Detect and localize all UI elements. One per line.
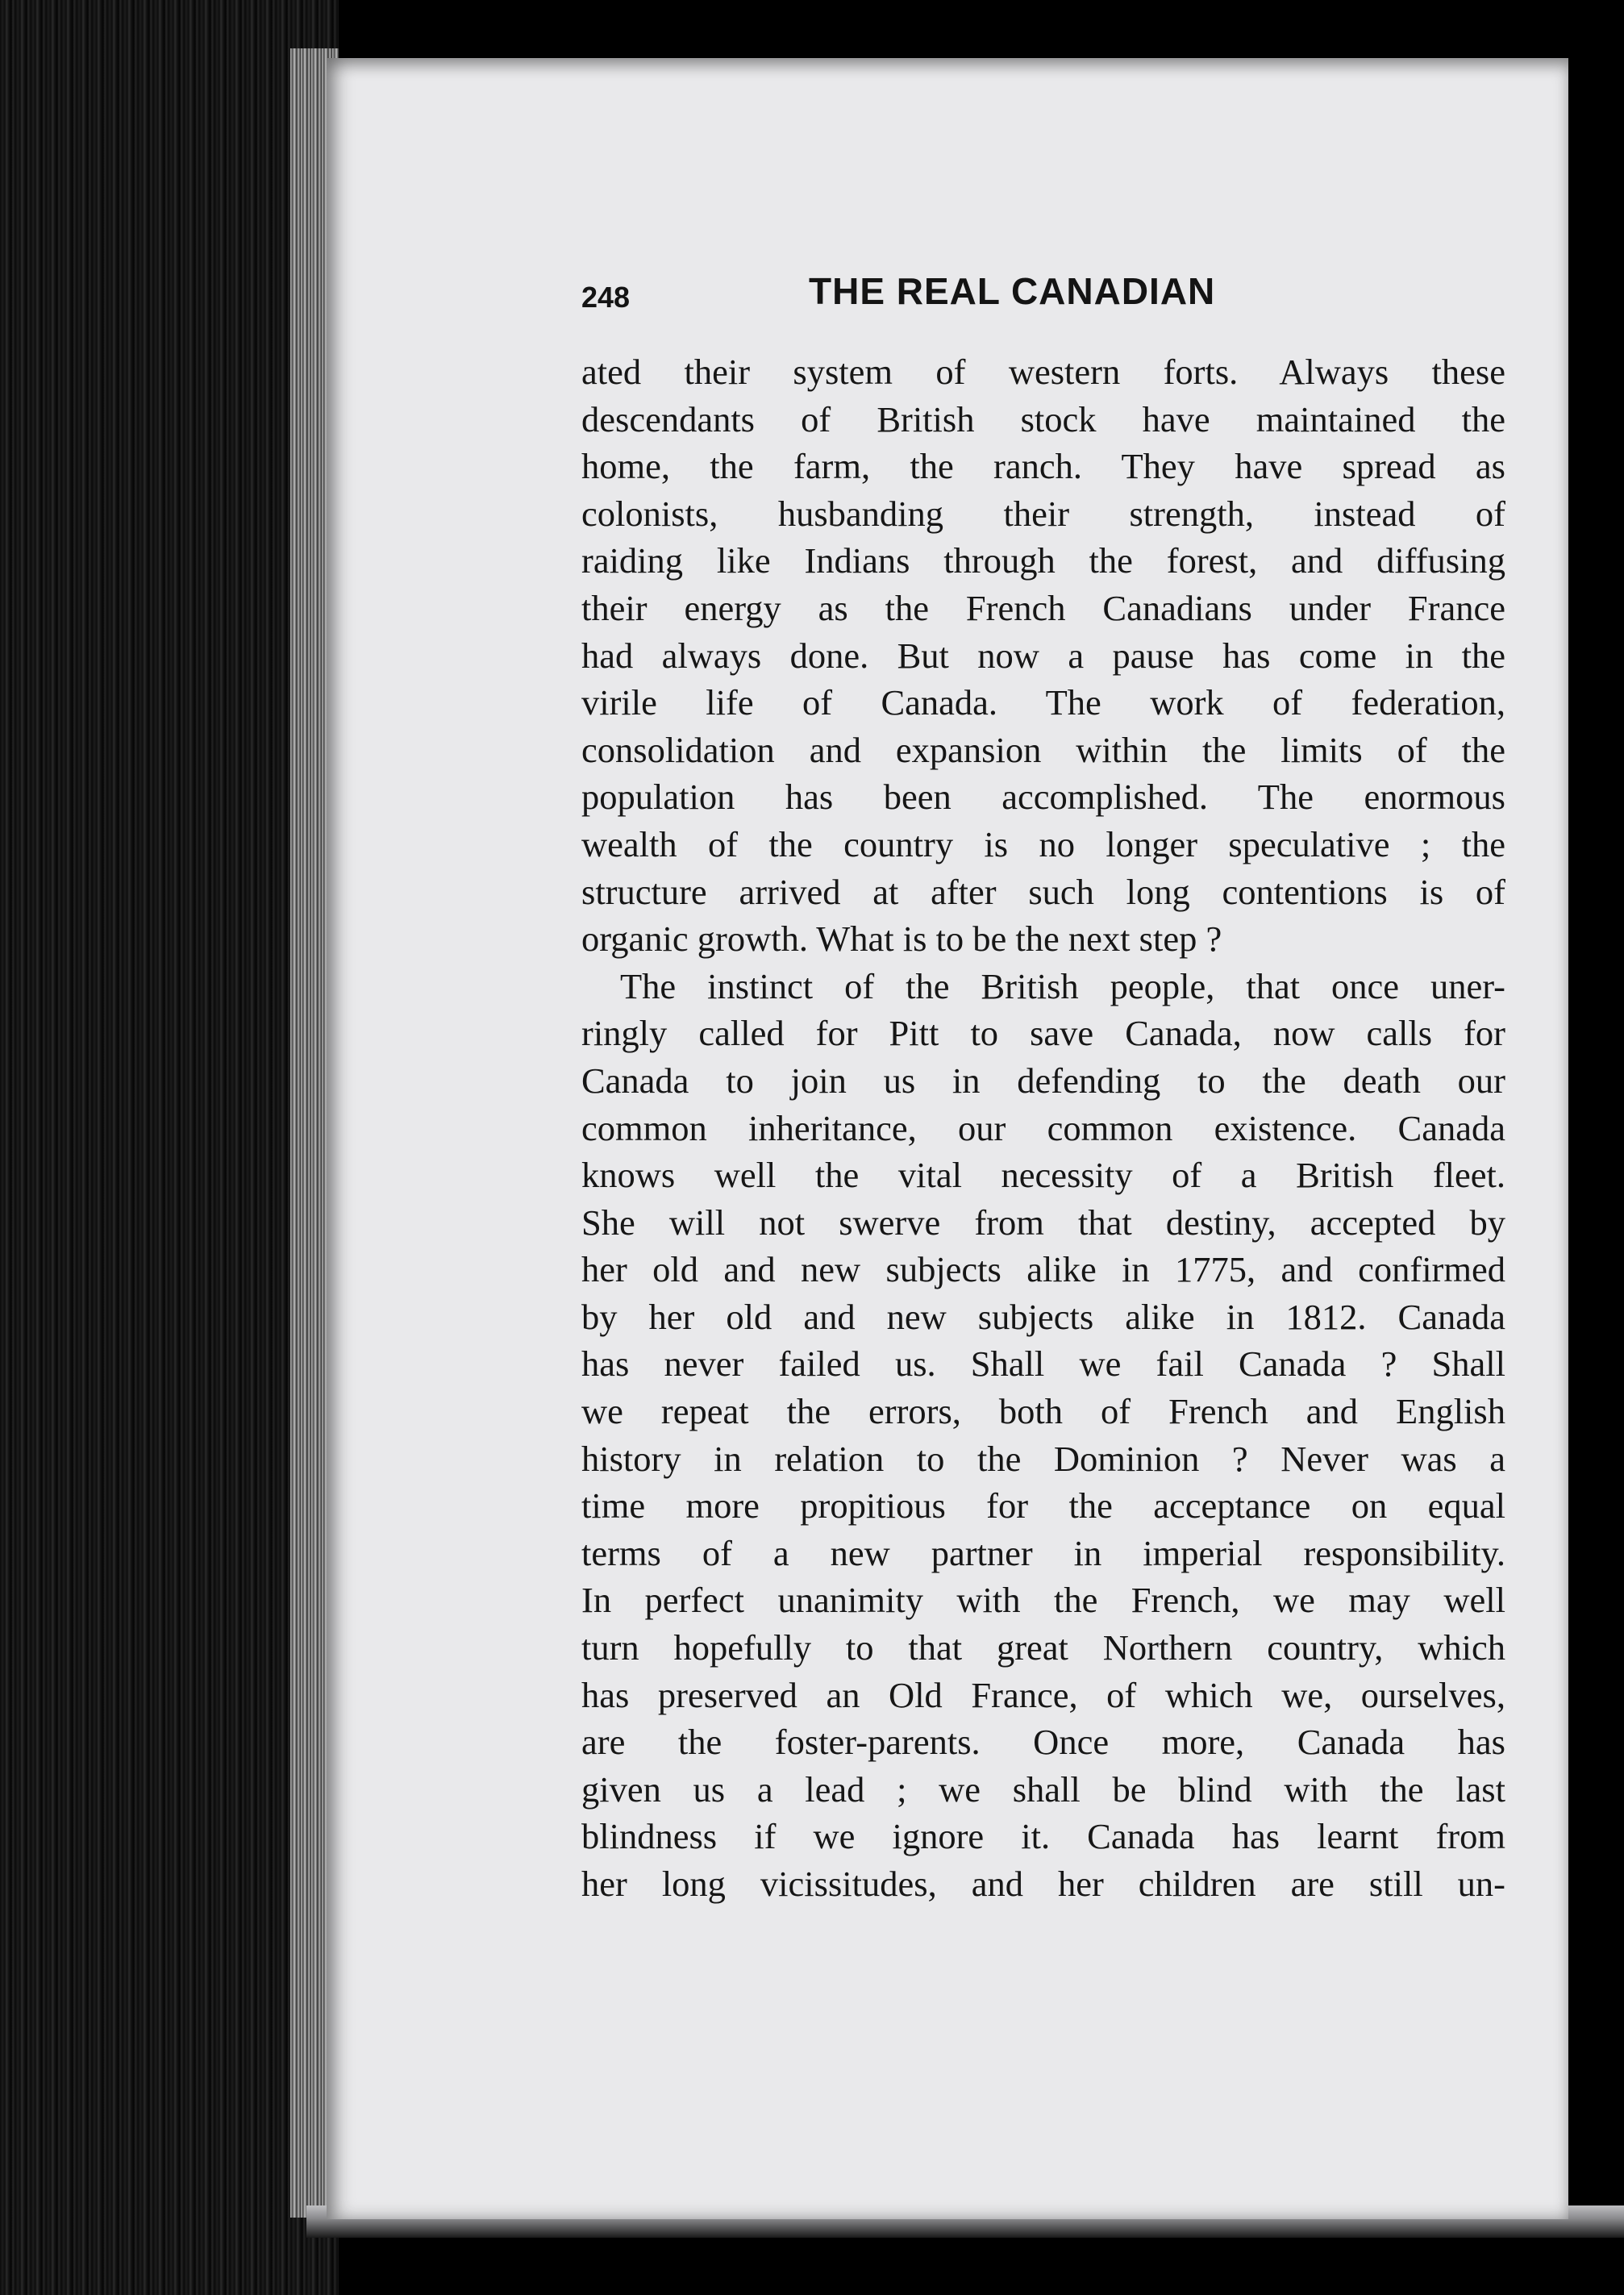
text-line: home, the farm, the ranch. They have spread as — [581, 446, 1505, 487]
text-line: knows well the vital necessity of a British fleet. — [581, 1155, 1505, 1196]
text-line: Canada to join us in defending to the death our — [581, 1060, 1505, 1101]
running-head: THE REAL CANADIAN — [809, 270, 1216, 312]
text-line: turn hopefully to that great Northern country, which — [581, 1627, 1505, 1668]
book-spine-edge — [0, 0, 339, 2295]
text-line: The instinct of the British people, that once uner- — [620, 965, 1505, 1006]
text-line: has never failed us. Shall we fail Canada ? Shall — [581, 1343, 1505, 1385]
text-line: history in relation to the Dominion ? Never was a — [581, 1438, 1505, 1479]
text-line: their energy as the French Canadians under France — [581, 587, 1505, 628]
text-line: consolidation and expansion within the limits of the — [581, 729, 1505, 770]
text-line: colonists, husbanding their strength, instead of — [581, 493, 1505, 534]
text-line: common inheritance, our common existence. Canada — [581, 1107, 1505, 1148]
text-line: structure arrived at after such long contentions is of — [581, 871, 1505, 912]
text-line: wealth of the country is no longer speculative ; the — [581, 823, 1505, 864]
text-line: we repeat the errors, both of French and English — [581, 1391, 1505, 1432]
text-line: blindness if we ignore it. Canada has learnt from — [581, 1816, 1505, 1857]
text-line: She will not swerve from that destiny, accepted by — [581, 1202, 1505, 1243]
text-line: population has been accomplished. The enormous — [581, 777, 1505, 818]
text-line: In perfect unanimity with the French, we may well — [581, 1580, 1505, 1621]
text-line: descendants of British stock have maintained the — [581, 398, 1505, 439]
text-line: her long vicissitudes, and her children are still un- — [581, 1864, 1505, 1904]
page-number: 248 — [581, 281, 631, 314]
text-line: by her old and new subjects alike in 1812. Canada — [581, 1296, 1505, 1337]
text-line: are the foster-parents. Once more, Canada has — [581, 1722, 1505, 1763]
page-header — [581, 269, 1541, 326]
text-line: ringly called for Pitt to save Canada, now calls for — [581, 1013, 1505, 1054]
body-text — [581, 348, 1505, 1908]
text-line: virile life of Canada. The work of federation, — [581, 682, 1505, 723]
text-line: given us a lead ; we shall be blind with the last — [581, 1768, 1505, 1810]
text-line: has preserved an Old France, of which we, ourselves, — [581, 1674, 1505, 1715]
text-line: her old and new subjects alike in 1775, and confirmed — [581, 1249, 1505, 1290]
text-line: ated their system of western forts. Always these — [581, 352, 1505, 392]
text-line: time more propitious for the acceptance on equal — [581, 1485, 1505, 1527]
book-page — [327, 58, 1568, 2219]
text-line: raiding like Indians through the forest, and diffusing — [581, 540, 1505, 581]
text-line: had always done. But now a pause has come in the — [581, 635, 1505, 676]
text-line: terms of a new partner in imperial responsibility. — [581, 1532, 1505, 1573]
text-line: organic growth. What is to be the next step ? — [581, 918, 1222, 960]
